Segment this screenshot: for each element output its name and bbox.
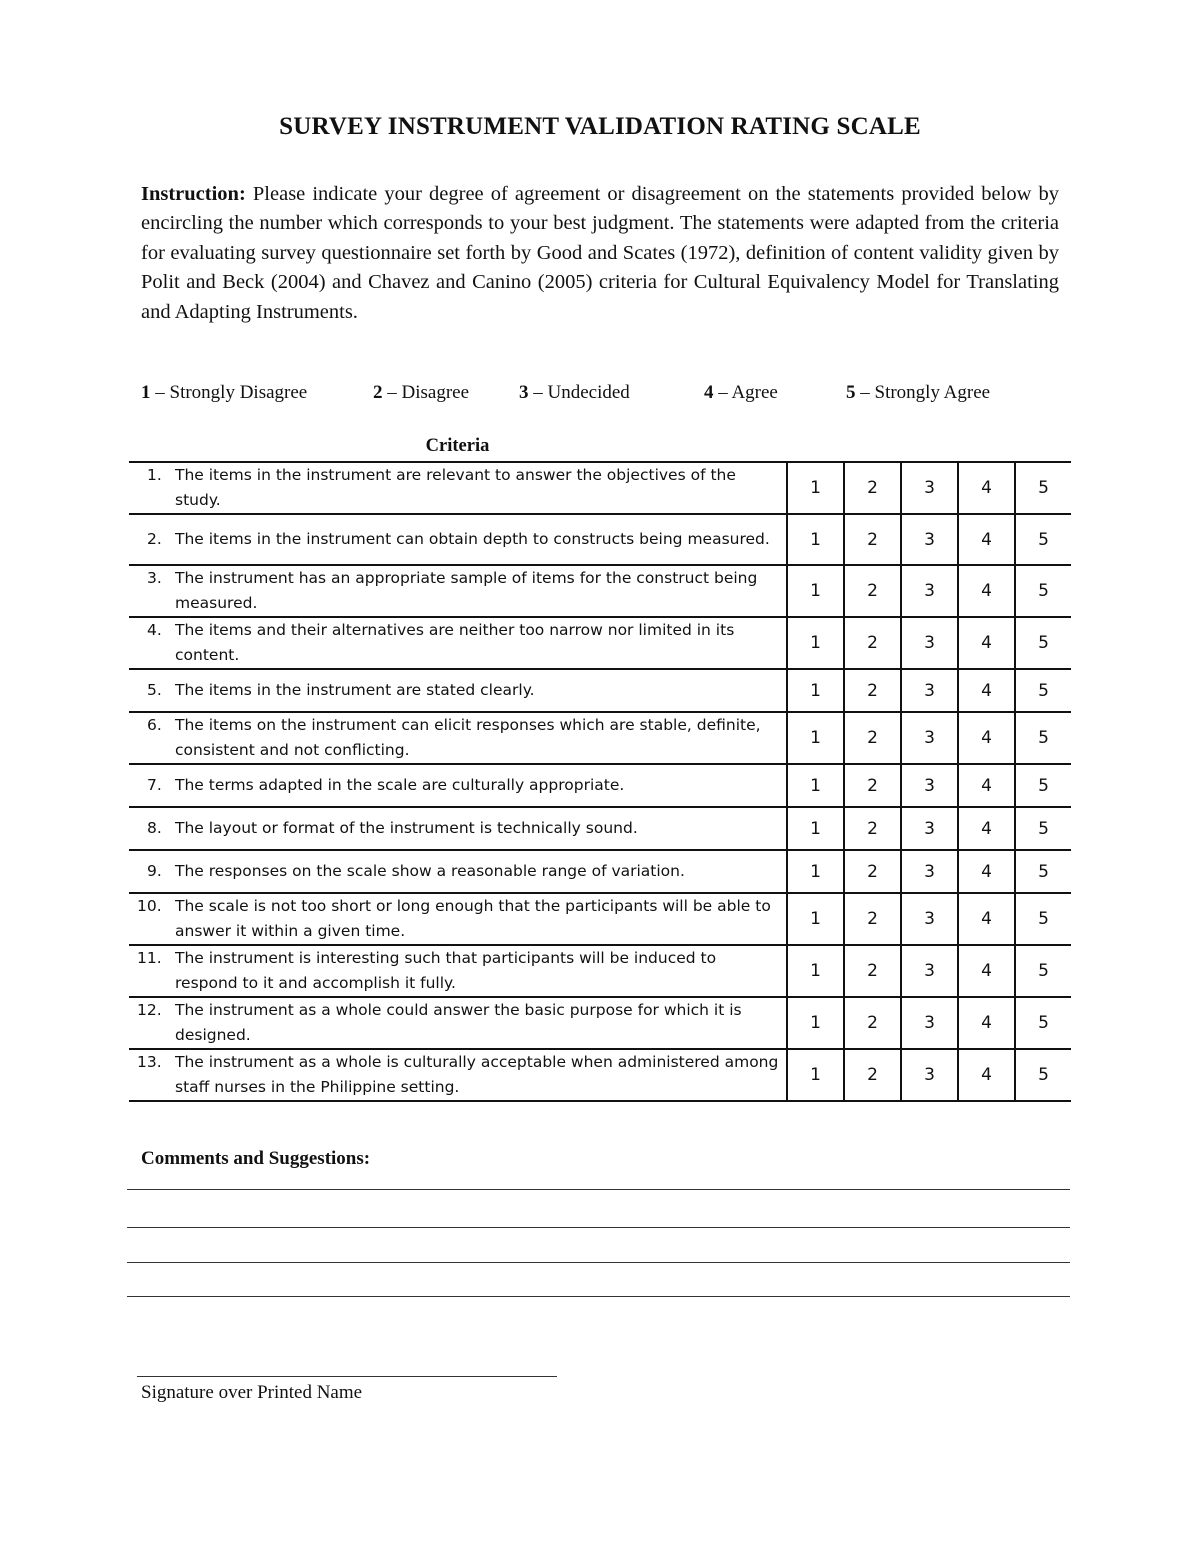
criteria-row: [129, 1049, 1071, 1101]
criteria-statement-cell: [129, 1049, 787, 1101]
rating-option-4[interactable]: 4: [958, 565, 1015, 617]
scale-legend-item-2: 2 – Disagree: [373, 382, 470, 403]
criteria-number: 1.: [147, 466, 162, 484]
rating-option-5[interactable]: 5: [1015, 893, 1071, 945]
criteria-number: 10.: [137, 897, 162, 915]
rating-option-3[interactable]: 3: [901, 997, 958, 1049]
criteria-number: 3.: [147, 569, 162, 587]
rating-option-3[interactable]: 3: [901, 462, 958, 514]
criteria-statement-cell: [129, 997, 787, 1049]
rating-option-2[interactable]: 2: [844, 997, 901, 1049]
document-title: SURVEY INSTRUMENT VALIDATION RATING SCALE: [279, 113, 921, 140]
comment-line-1[interactable]: [127, 1189, 1070, 1190]
rating-option-3[interactable]: 3: [901, 565, 958, 617]
criteria-text: The instrument is interesting such that participants will be induced to respond to it and accomplish it fully.: [175, 949, 717, 992]
criteria-row: [129, 617, 1071, 669]
criteria-number: 6.: [147, 716, 162, 734]
rating-option-2[interactable]: 2: [844, 669, 901, 712]
instruction-text: Please indicate your degree of agreement or disagreement on the statements provided below by encircling the number which corresponds to your best judgment. The statements were adapted from the criteria for evaluating survey questionnaire set forth by Good and Scates (1972), definition of content validity given by Polit and Beck (2004) and Chavez and Canino (2005) criteria for Cultural Equivalency Model for Translating and Adapting Instruments.: [141, 183, 1059, 323]
rating-option-1[interactable]: 1: [787, 850, 844, 893]
rating-option-3[interactable]: 3: [901, 669, 958, 712]
criteria-statement-cell: [129, 893, 787, 945]
rating-option-3[interactable]: 3: [901, 764, 958, 807]
criteria-row: [129, 565, 1071, 617]
criteria-statement-cell: [129, 462, 787, 514]
rating-option-2[interactable]: 2: [844, 514, 901, 565]
criteria-number: 9.: [147, 862, 162, 880]
rating-option-3[interactable]: 3: [901, 712, 958, 764]
rating-option-4[interactable]: 4: [958, 1049, 1015, 1101]
comment-line-2[interactable]: [127, 1227, 1070, 1228]
rating-option-5[interactable]: 5: [1015, 617, 1071, 669]
criteria-table: [129, 461, 1071, 1102]
criteria-number: 11.: [137, 949, 162, 967]
rating-option-5[interactable]: 5: [1015, 945, 1071, 997]
rating-option-5[interactable]: 5: [1015, 1049, 1071, 1101]
rating-option-4[interactable]: 4: [958, 669, 1015, 712]
rating-option-1[interactable]: 1: [787, 807, 844, 850]
criteria-number: 5.: [147, 681, 162, 699]
scale-legend-item-1: 1 – Strongly Disagree: [141, 382, 308, 403]
rating-option-4[interactable]: 4: [958, 850, 1015, 893]
rating-option-5[interactable]: 5: [1015, 565, 1071, 617]
rating-option-5[interactable]: 5: [1015, 712, 1071, 764]
rating-option-1[interactable]: 1: [787, 712, 844, 764]
rating-option-2[interactable]: 2: [844, 764, 901, 807]
rating-option-1[interactable]: 1: [787, 462, 844, 514]
rating-option-2[interactable]: 2: [844, 945, 901, 997]
scale-legend-item-5: 5 – Strongly Agree: [846, 382, 991, 403]
rating-option-5[interactable]: 5: [1015, 462, 1071, 514]
criteria-row: [129, 764, 1071, 807]
rating-option-1[interactable]: 1: [787, 669, 844, 712]
rating-option-2[interactable]: 2: [844, 462, 901, 514]
criteria-number: 12.: [137, 1001, 162, 1019]
criteria-row: [129, 807, 1071, 850]
rating-option-2[interactable]: 2: [844, 1049, 901, 1101]
criteria-text: The instrument has an appropriate sample of items for the construct being measured.: [175, 569, 758, 612]
scale-legend-item-4: 4 – Agree: [704, 382, 778, 403]
rating-option-5[interactable]: 5: [1015, 850, 1071, 893]
rating-option-5[interactable]: 5: [1015, 514, 1071, 565]
rating-option-2[interactable]: 2: [844, 893, 901, 945]
criteria-text: The instrument as a whole is culturally acceptable when administered among staff nurses in the Philippine setting.: [175, 1053, 779, 1096]
rating-option-4[interactable]: 4: [958, 617, 1015, 669]
criteria-text: The items in the instrument are stated clearly.: [175, 681, 535, 699]
rating-option-5[interactable]: 5: [1015, 807, 1071, 850]
rating-option-4[interactable]: 4: [958, 945, 1015, 997]
rating-option-1[interactable]: 1: [787, 514, 844, 565]
rating-option-4[interactable]: 4: [958, 462, 1015, 514]
rating-option-4[interactable]: 4: [958, 807, 1015, 850]
rating-option-1[interactable]: 1: [787, 1049, 844, 1101]
rating-option-1[interactable]: 1: [787, 945, 844, 997]
rating-option-2[interactable]: 2: [844, 617, 901, 669]
criteria-row: [129, 850, 1071, 893]
rating-option-1[interactable]: 1: [787, 617, 844, 669]
criteria-text: The layout or format of the instrument is technically sound.: [175, 819, 638, 837]
rating-option-1[interactable]: 1: [787, 764, 844, 807]
signature-line[interactable]: [137, 1376, 557, 1377]
rating-option-3[interactable]: 3: [901, 945, 958, 997]
criteria-text: The items and their alternatives are neither too narrow nor limited in its content.: [175, 621, 735, 664]
criteria-number: 13.: [137, 1053, 162, 1071]
comments-label: Comments and Suggestions:: [141, 1148, 371, 1169]
criteria-text: The items on the instrument can elicit responses which are stable, definite, consistent and not conflicting.: [175, 716, 761, 759]
criteria-number: 8.: [147, 819, 162, 837]
criteria-row: [129, 462, 1071, 514]
criteria-text: The instrument as a whole could answer the basic purpose for which it is designed.: [175, 1001, 742, 1044]
criteria-statement-cell: [129, 669, 787, 712]
rating-option-1[interactable]: 1: [787, 997, 844, 1049]
rating-option-5[interactable]: 5: [1015, 764, 1071, 807]
rating-option-1[interactable]: 1: [787, 565, 844, 617]
criteria-statement-cell: [129, 514, 787, 565]
signature-label: Signature over Printed Name: [141, 1382, 363, 1403]
rating-option-4[interactable]: 4: [958, 893, 1015, 945]
criteria-text: The items in the instrument are relevant to answer the objectives of the study.: [175, 466, 736, 509]
rating-option-2[interactable]: 2: [844, 850, 901, 893]
rating-option-3[interactable]: 3: [901, 617, 958, 669]
rating-option-3[interactable]: 3: [901, 850, 958, 893]
criteria-header: Criteria: [425, 436, 490, 456]
criteria-statement-cell: [129, 945, 787, 997]
rating-option-4[interactable]: 4: [958, 712, 1015, 764]
comment-line-4[interactable]: [127, 1296, 1070, 1297]
rating-option-5[interactable]: 5: [1015, 997, 1071, 1049]
criteria-text: The terms adapted in the scale are culturally appropriate.: [175, 776, 625, 794]
rating-option-3[interactable]: 3: [901, 893, 958, 945]
criteria-number: 2.: [147, 530, 162, 548]
criteria-statement-cell: [129, 617, 787, 669]
rating-option-4[interactable]: 4: [958, 514, 1015, 565]
criteria-statement-cell: [129, 764, 787, 807]
scale-legend-item-3: 3 – Undecided: [519, 382, 630, 403]
criteria-text: The responses on the scale show a reasonable range of variation.: [175, 862, 685, 880]
instruction-label: Instruction:: [141, 183, 246, 205]
rating-option-3[interactable]: 3: [901, 514, 958, 565]
criteria-row: [129, 514, 1071, 565]
criteria-statement-cell: [129, 807, 787, 850]
rating-option-1[interactable]: 1: [787, 893, 844, 945]
comment-line-3[interactable]: [127, 1262, 1070, 1263]
criteria-text: The scale is not too short or long enough that the participants will be able to answer it within a given time.: [175, 897, 771, 940]
criteria-statement-cell: [129, 565, 787, 617]
instruction-paragraph: [141, 180, 1059, 327]
rating-option-3[interactable]: 3: [901, 1049, 958, 1101]
rating-option-2[interactable]: 2: [844, 807, 901, 850]
rating-option-4[interactable]: 4: [958, 764, 1015, 807]
criteria-row: [129, 893, 1071, 945]
criteria-row: [129, 997, 1071, 1049]
rating-option-2[interactable]: 2: [844, 565, 901, 617]
rating-option-4[interactable]: 4: [958, 997, 1015, 1049]
rating-option-5[interactable]: 5: [1015, 669, 1071, 712]
criteria-number: 7.: [147, 776, 162, 794]
criteria-statement-cell: [129, 850, 787, 893]
rating-option-3[interactable]: 3: [901, 807, 958, 850]
criteria-row: [129, 945, 1071, 997]
criteria-row: [129, 712, 1071, 764]
rating-option-2[interactable]: 2: [844, 712, 901, 764]
criteria-number: 4.: [147, 621, 162, 639]
criteria-row: [129, 669, 1071, 712]
criteria-statement-cell: [129, 712, 787, 764]
criteria-text: The items in the instrument can obtain depth to constructs being measured.: [175, 530, 770, 548]
